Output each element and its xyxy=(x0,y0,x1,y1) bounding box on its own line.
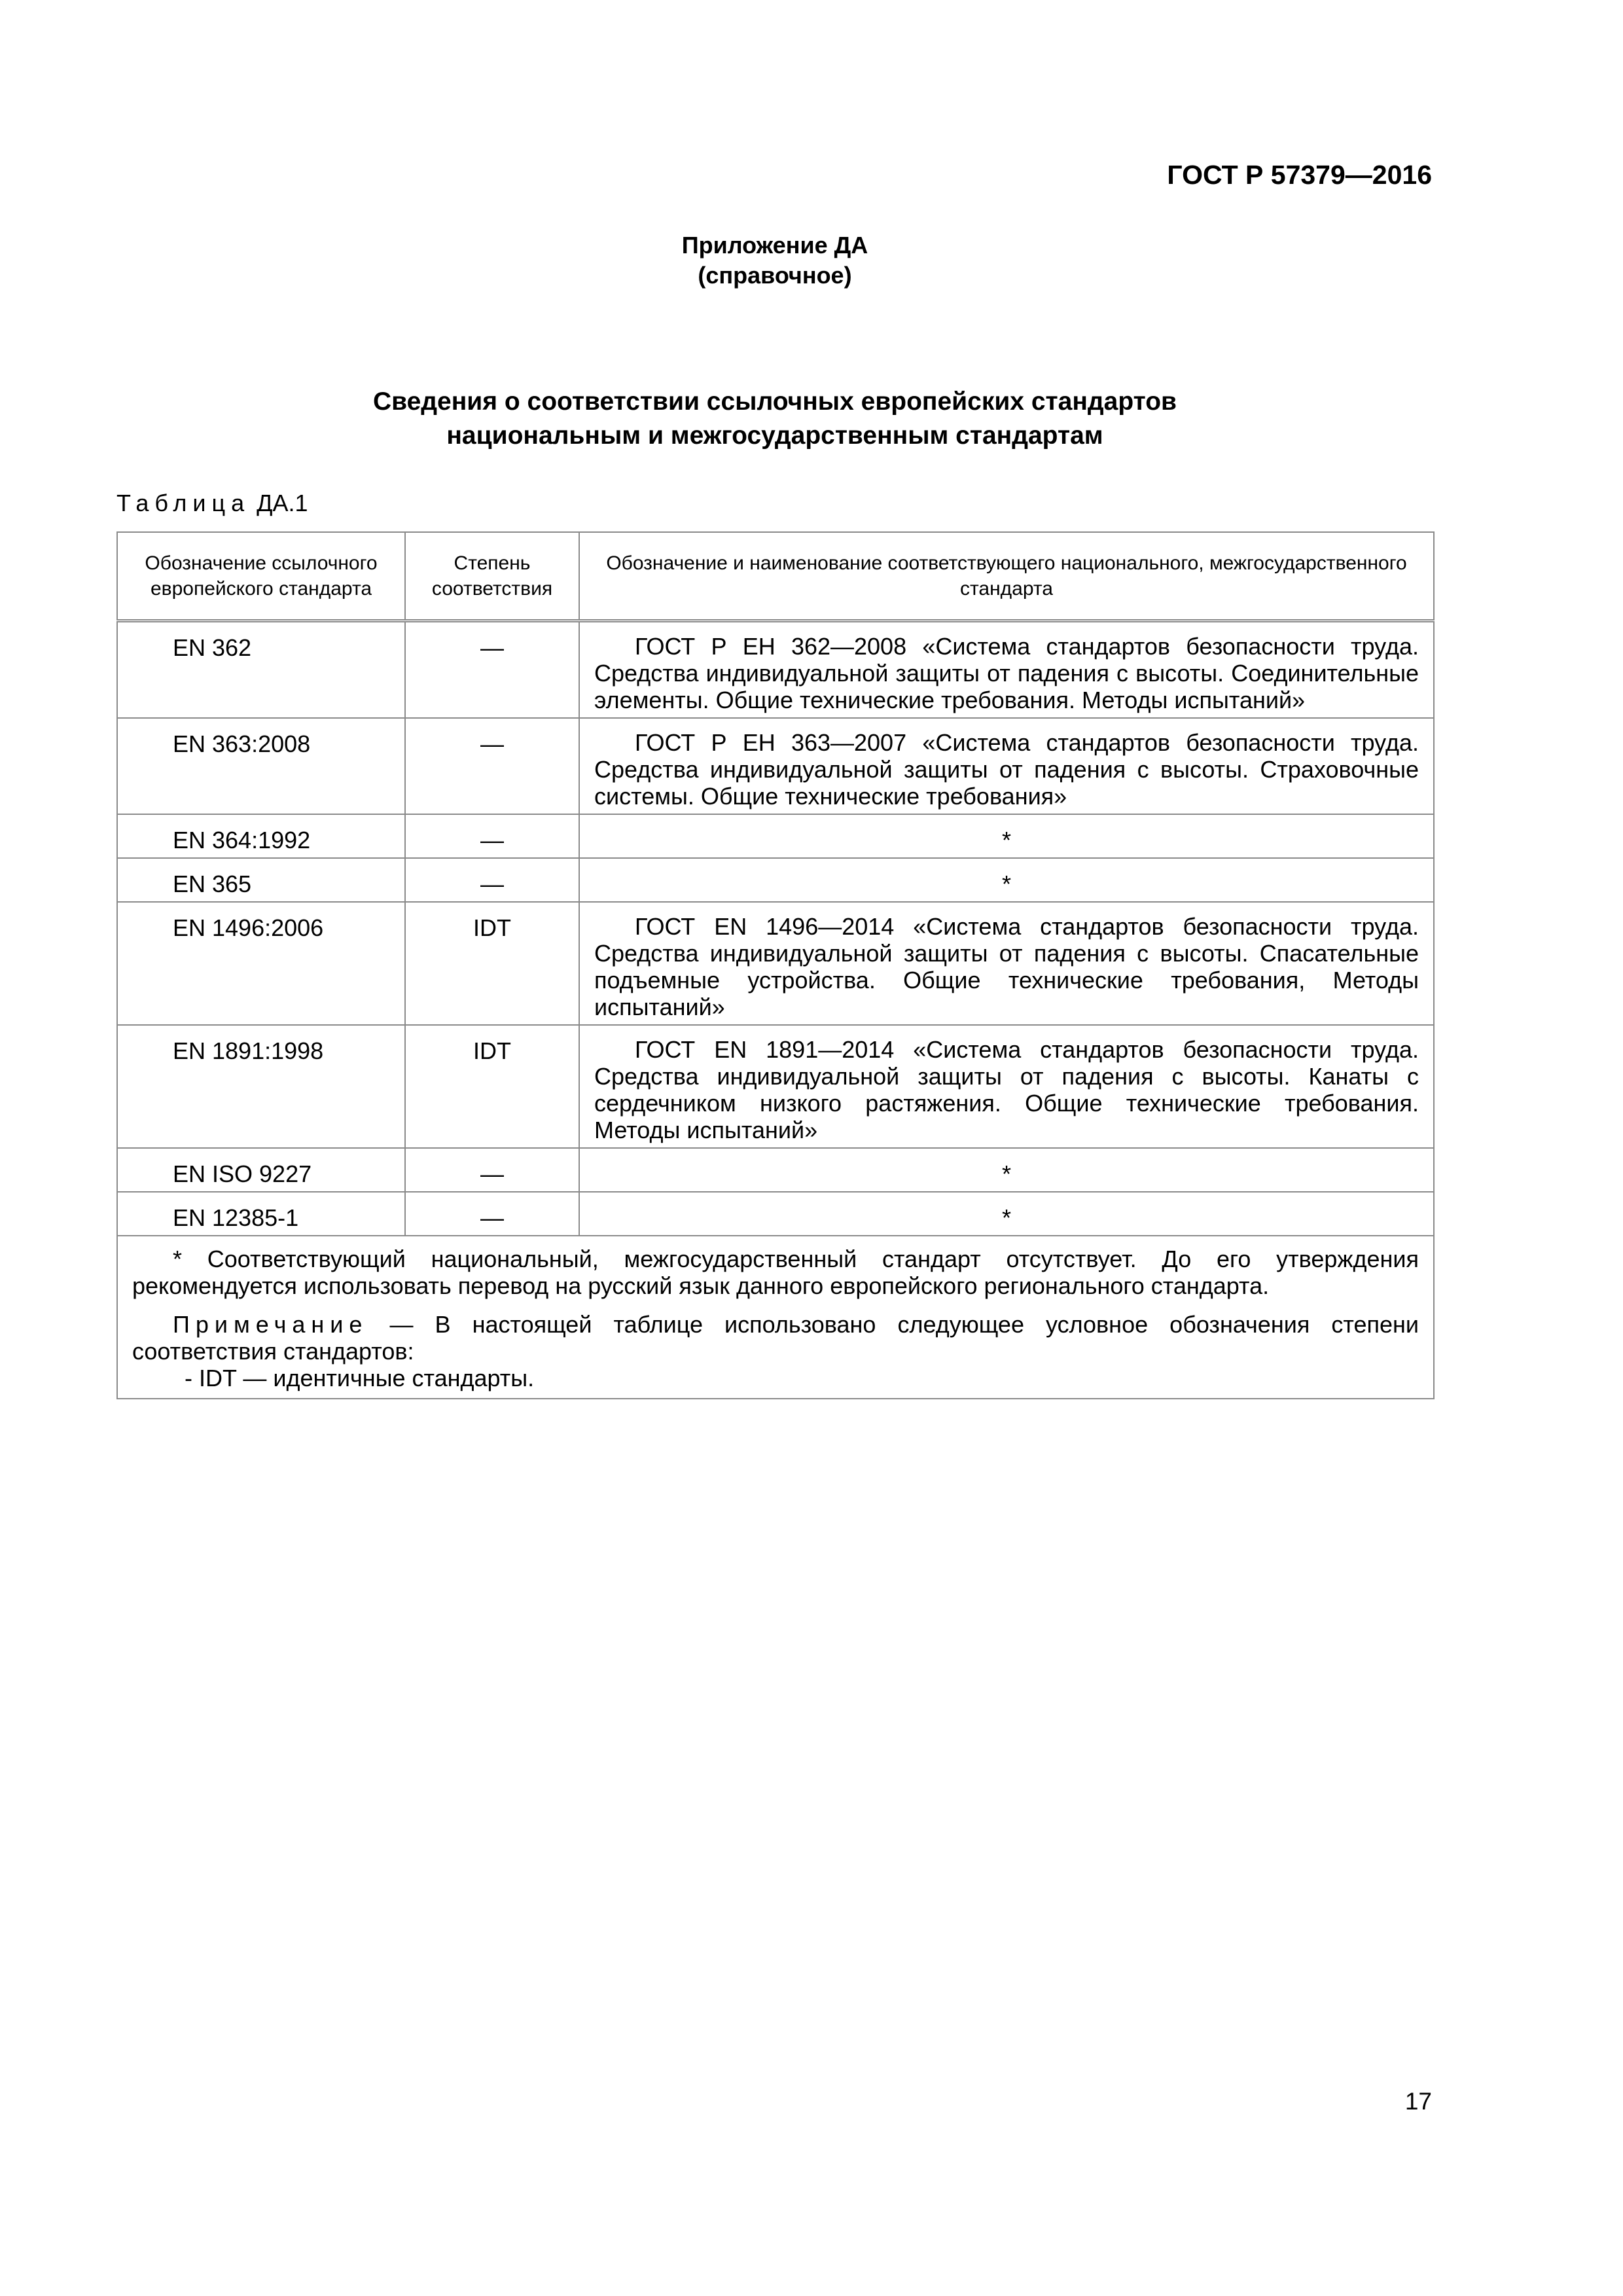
table-label-prefix: Таблица xyxy=(116,490,251,516)
national-standard-cell: * xyxy=(579,1192,1434,1236)
table-footnote: * Соответствующий национальный, межгосударственный стандарт отсутствует. До его утверждения рекомендуется использовать перевод на русский язык данного европейского регионального стандарта. xyxy=(132,1246,1419,1299)
header-reference-standard: Обозначение ссылочного европейского стандарта xyxy=(117,532,405,621)
degree-cell: — xyxy=(405,1148,579,1192)
page-number: 17 xyxy=(1404,2088,1432,2115)
reference-standard-cell: EN ISO 9227 xyxy=(117,1148,405,1192)
annex-subtitle: (справочное) xyxy=(698,262,852,289)
national-standard-cell: ГОСТ Р ЕН 363—2007 «Система стандартов безопасности труда. Средства индивидуальной защиты от падения с высоты. Страховочные системы. Общие технические требования» xyxy=(579,718,1434,814)
degree-cell: IDT xyxy=(405,1025,579,1148)
document-code: ГОСТ Р 57379—2016 xyxy=(1167,160,1432,190)
reference-standard-cell: EN 363:2008 xyxy=(117,718,405,814)
degree-cell: — xyxy=(405,858,579,902)
reference-standard-cell: EN 1891:1998 xyxy=(117,1025,405,1148)
table-footer-cell xyxy=(117,1236,1434,1399)
national-standard-cell: * xyxy=(579,814,1434,858)
degree-cell: — xyxy=(405,621,579,719)
table-label-number: ДА.1 xyxy=(250,490,308,516)
national-standard-cell: ГОСТ Р ЕН 362—2008 «Система стандартов безопасности труда. Средства индивидуальной защиты от падения с высоты. Соединительные элементы. Общие технические требования. Методы испытаний» xyxy=(579,621,1434,719)
section-title xyxy=(0,385,1550,453)
table-row xyxy=(117,814,1434,858)
reference-standard-cell: EN 12385-1 xyxy=(117,1192,405,1236)
table-row xyxy=(117,1025,1434,1148)
degree-cell: — xyxy=(405,814,579,858)
national-standard-cell: ГОСТ EN 1496—2014 «Система стандартов безопасности труда. Средства индивидуальной защиты от падения с высоты. Спасательные подъемные устройства. Общие технические требования, Методы испытаний» xyxy=(579,902,1434,1025)
annex-title: Приложение ДА xyxy=(681,232,868,259)
header-degree-of-correspondence: Степень соответствия xyxy=(405,532,579,621)
reference-standard-cell: EN 362 xyxy=(117,621,405,719)
correspondence-table xyxy=(116,531,1435,1399)
table-row xyxy=(117,1148,1434,1192)
reference-standard-cell: EN 1496:2006 xyxy=(117,902,405,1025)
national-standard-cell: ГОСТ EN 1891—2014 «Система стандартов безопасности труда. Средства индивидуальной защиты от падения с высоты. Канаты с сердечником низкого растяжения. Общие технические требования. Методы испытаний» xyxy=(579,1025,1434,1148)
national-standard-cell: * xyxy=(579,858,1434,902)
table-header-row xyxy=(117,532,1434,621)
reference-standard-cell: EN 364:1992 xyxy=(117,814,405,858)
table-row xyxy=(117,621,1434,719)
reference-standard-cell: EN 365 xyxy=(117,858,405,902)
header-national-standard: Обозначение и наименование соответствующего национального, межгосударственного стандарта xyxy=(579,532,1434,621)
national-standard-cell: * xyxy=(579,1148,1434,1192)
table-footer-row xyxy=(117,1236,1434,1399)
note-list-item: - IDT — идентичные стандарты. xyxy=(185,1365,535,1391)
table-label xyxy=(116,490,308,517)
section-title-line-1: Сведения о соответствии ссылочных европейских стандартов xyxy=(372,387,1177,416)
annex-heading xyxy=(0,230,1550,291)
table-row xyxy=(117,858,1434,902)
table-row xyxy=(117,1192,1434,1236)
note-label: Примечание xyxy=(173,1311,368,1338)
degree-cell: IDT xyxy=(405,902,579,1025)
table-row xyxy=(117,718,1434,814)
table-note xyxy=(132,1311,1419,1365)
table-row xyxy=(117,902,1434,1025)
section-title-line-2: национальным и межгосударственным стандартам xyxy=(446,422,1103,450)
degree-cell: — xyxy=(405,1192,579,1236)
note-text: — В настоящей таблице использовано следующее условное обозначения степени соответствия стандартов: xyxy=(132,1311,1419,1365)
degree-cell: — xyxy=(405,718,579,814)
